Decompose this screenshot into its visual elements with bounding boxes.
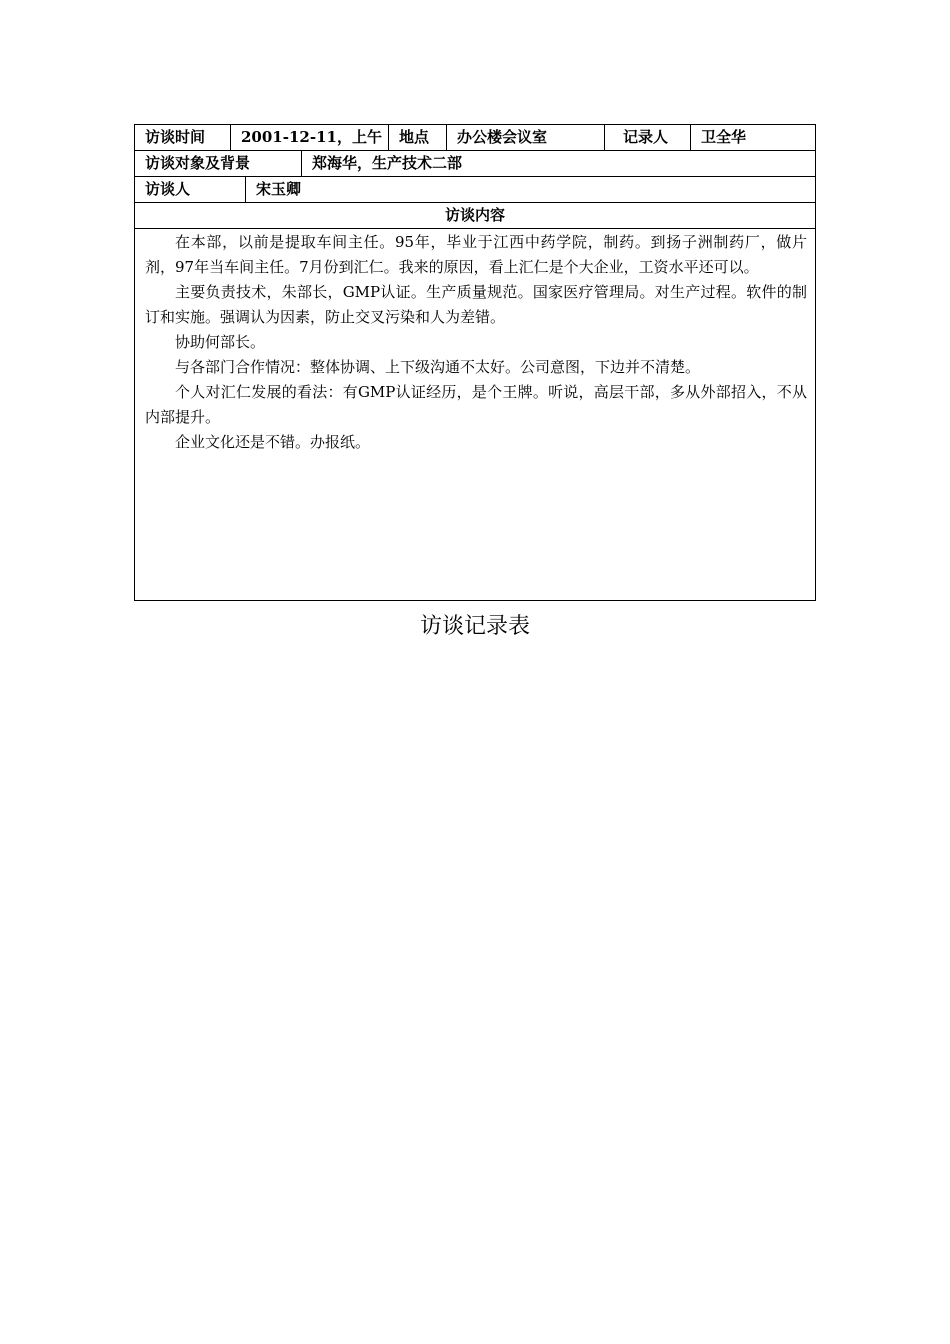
interview-content [135,229,815,600]
content-paragraph: 与各部门合作情况：整体协调、上下级沟通不太好。公司意图，下边并不清楚。 [175,358,701,376]
content-header: 访谈内容 [444,206,505,224]
recorder-value: 卫全华 [690,125,815,150]
subject-value: 郑海华，生产技术二部 [301,151,815,176]
recorder-label: 记录人 [604,125,690,150]
content-paragraph: 企业文化还是不错。办报纸。 [175,433,371,451]
content-paragraph: 主要负责技术，朱部长，GMP认证。生产质量规范。国家医疗管理局。对生产过程。软件的制订和实施。强调认为因素，防止交叉污染和人为差错。 [145,283,807,326]
form-row-time-place-recorder [135,125,815,151]
content-paragraph: 在本部，以前是提取车间主任。95年，毕业于江西中药学院，制药。到扬子洲制药厂，做片剂，97年当车间主任。7月份到汇仁。我来的原因，看上汇仁是个大企业，工资水平还可以。 [145,233,807,276]
content-header-row [135,203,815,229]
interview-record-form [134,124,816,601]
place-label: 地点 [388,125,446,150]
time-label: 访谈时间 [145,128,206,146]
form-row-subject [135,151,815,177]
time-value: 2001-12-11，上午 [230,125,388,150]
interviewer-label: 访谈人 [145,180,191,198]
form-row-interviewer [135,177,815,203]
document-caption: 访谈记录表 [419,614,530,639]
content-paragraph: 个人对汇仁发展的看法：有GMP认证经历，是个王牌。听说，高层干部，多从外部招入，不从内部提升。 [145,383,807,426]
content-paragraph: 协助何部长。 [175,333,266,351]
interviewer-value: 宋玉卿 [245,177,815,202]
subject-label: 访谈对象及背景 [145,154,251,172]
place-value: 办公楼会议室 [446,125,604,150]
